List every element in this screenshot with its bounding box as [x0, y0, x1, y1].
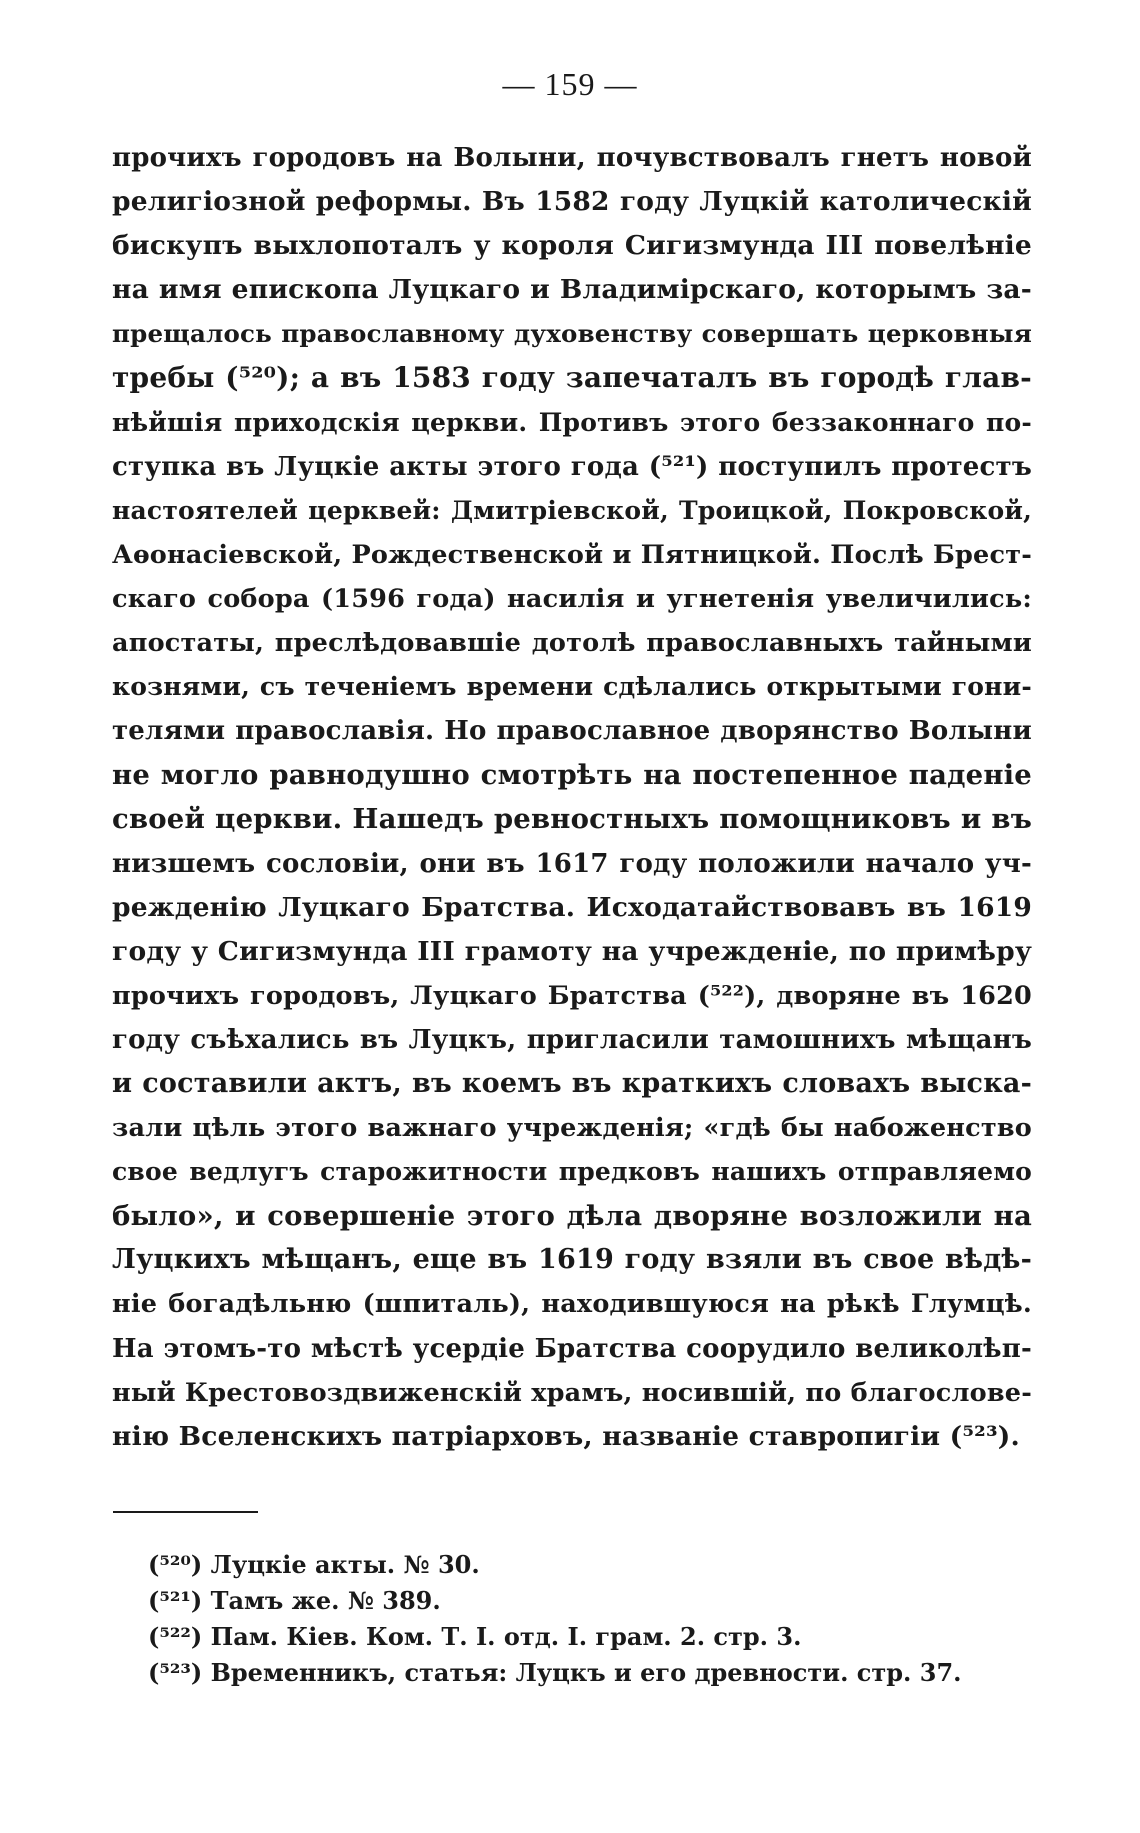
- text-line: требы (⁵²⁰); а въ 1583 году запечаталъ въ городѣ глав-: [112, 361, 1032, 395]
- text-line: зали цѣль этого важнаго учрежденія; «гдѣ бы набоженство: [112, 1113, 1032, 1144]
- text-line: и составили актъ, въ коемъ въ краткихъ словахъ выска-: [112, 1067, 1032, 1099]
- text-line: году у Сигизмунда III грамоту на учрежденіе, по примѣру: [112, 935, 1032, 967]
- text-line: свое ведлугъ старожитности предковъ нашихъ отправляемо: [112, 1157, 1032, 1187]
- footnote-520: (⁵²⁰) Луцкіе акты. № 30.: [148, 1550, 480, 1579]
- text-line: режденію Луцкаго Братства. Исходатайствовавъ въ 1619: [112, 891, 1032, 923]
- text-line: Луцкихъ мѣщанъ, еще въ 1619 году взяли въ свое вѣдѣ-: [112, 1244, 1032, 1276]
- text-line: низшемъ сословіи, они въ 1617 году положили начало уч-: [112, 848, 1032, 879]
- body-text: [112, 136, 1032, 1459]
- footnote-522: (⁵²²) Пам. Кіев. Ком. Т. I. отд. I. грам. 2. стр. 3.: [148, 1622, 802, 1651]
- text-line: не могло равнодушно смотрѣть на постепенное паденіе: [112, 759, 1032, 792]
- footnote-divider: [113, 1511, 258, 1513]
- page-number: — 159 —: [502, 66, 638, 102]
- text-line: На этомъ-то мѣстѣ усердіе Братства соорудило великолѣп-: [112, 1333, 1032, 1364]
- text-line: Аѳонасіевской, Рождественской и Пятницкой. Послѣ Брест-: [112, 539, 1032, 570]
- text-line: было», и совершеніе этого дѣла дворяне возложили на: [112, 1200, 1032, 1233]
- text-line: ступка въ Луцкіе акты этого года (⁵²¹) поступилъ протестъ: [112, 451, 1032, 482]
- text-line: бискупъ выхлопоталъ у короля Сигизмунда III повелѣніе: [112, 230, 1032, 262]
- text-line: своей церкви. Нашедъ ревностныхъ помощниковъ и въ: [112, 803, 1032, 836]
- footnote-523: (⁵²³) Временникъ, статья: Луцкъ и его древности. стр. 37.: [148, 1658, 962, 1687]
- text-line: скаго собора (1596 года) насилія и угнетенія увеличились:: [112, 583, 1032, 614]
- text-line: прещалось православному духовенству совершать церковныя: [112, 319, 1032, 349]
- text-line: ный Крестовоздвиженскій храмъ, носившій, по благослове-: [112, 1377, 1032, 1408]
- footnote-521: (⁵²¹) Тамъ же. № 389.: [148, 1586, 441, 1615]
- text-line: на имя епископа Луцкаго и Владимірскаго, которымъ за-: [112, 274, 1032, 306]
- text-line: ніе богадѣльню (шпиталь), находившуюся на рѣкѣ Глумцѣ.: [112, 1289, 1032, 1320]
- text-line: нію Вселенскихъ патріарховъ, названіе ставропигіи (⁵²³).: [112, 1420, 1020, 1452]
- text-line: телями православія. Но православное дворянство Волыни: [112, 716, 1032, 747]
- text-line: прочихъ городовъ на Волыни, почувствовалъ гнетъ новой: [112, 143, 1032, 173]
- text-line: нѣйшія приходскія церкви. Противъ этого беззаконнаго по-: [112, 407, 1032, 437]
- text-line: кознями, съ теченіемъ времени сдѣлались открытыми гони-: [112, 672, 1032, 702]
- text-line: году съѣхались въ Луцкъ, пригласили тамошнихъ мѣщанъ: [112, 1024, 1032, 1055]
- text-line: апостаты, преслѣдовавшіе дотолѣ православныхъ тайными: [112, 628, 1032, 659]
- text-line: прочихъ городовъ, Луцкаго Братства (⁵²²), дворяне въ 1620: [112, 980, 1032, 1011]
- footnotes: [148, 1547, 998, 1691]
- text-line: религіозной реформы. Въ 1582 году Луцкій католическій: [112, 186, 1032, 218]
- text-line: настоятелей церквей: Дмитріевской, Троицкой, Покровской,: [112, 495, 1032, 525]
